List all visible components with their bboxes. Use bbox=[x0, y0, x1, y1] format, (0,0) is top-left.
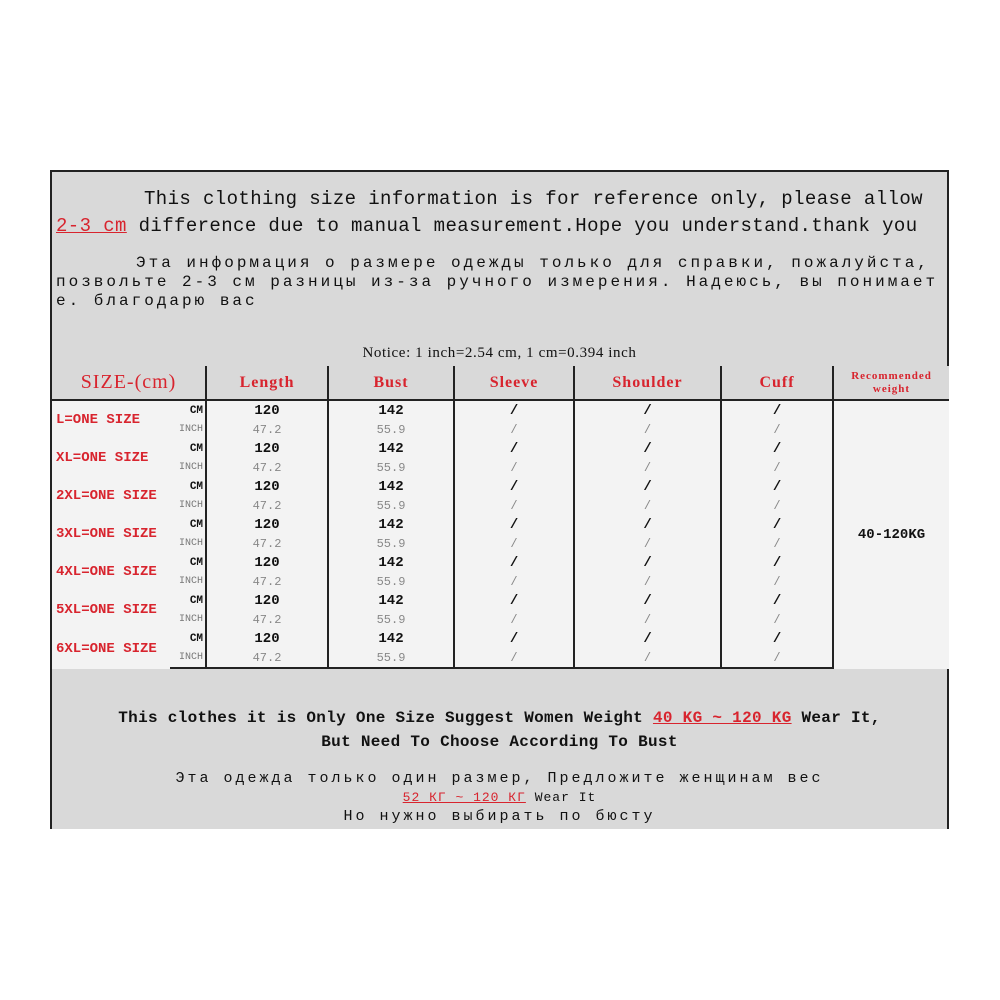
bust-cm-value: 142 bbox=[328, 477, 454, 496]
size-label: 2XL=ONE SIZE bbox=[56, 488, 157, 504]
shoulder-inch-value: / bbox=[574, 648, 721, 668]
table-header-row bbox=[52, 366, 949, 400]
unit-inch: INCH bbox=[179, 462, 204, 473]
table-row bbox=[52, 553, 949, 572]
length-inch-value: 47.2 bbox=[206, 648, 328, 668]
table-row bbox=[52, 629, 949, 648]
length-inch-value: 47.2 bbox=[206, 496, 328, 515]
length-inch-value: 47.2 bbox=[206, 610, 328, 629]
size-label: 3XL=ONE SIZE bbox=[56, 526, 157, 542]
header-sleeve: Sleeve bbox=[454, 366, 574, 400]
unit-cm: CM bbox=[189, 442, 204, 455]
sleeve-cm-value: / bbox=[454, 439, 574, 458]
unit-notice: Notice: 1 inch=2.54 cm, 1 cm=0.394 inch bbox=[362, 345, 637, 361]
unit-inch: INCH bbox=[170, 648, 206, 668]
shoulder-cm-value: / bbox=[574, 515, 721, 534]
header-length: Length bbox=[206, 366, 328, 400]
intro-english-text: This clothing size information is for reference only, please allow bbox=[144, 188, 923, 210]
length-cm-value: 120 bbox=[206, 400, 328, 420]
header-bust: Bust bbox=[328, 366, 454, 400]
bust-cm-value: 142 bbox=[328, 439, 454, 458]
bust-cm-value: 142 bbox=[328, 591, 454, 610]
table-row bbox=[52, 610, 949, 629]
length-inch-value: 47.2 bbox=[206, 458, 328, 477]
length-cm-value: 120 bbox=[206, 629, 328, 648]
length-inch-value: 47.2 bbox=[206, 534, 328, 553]
sleeve-cm-value: / bbox=[454, 515, 574, 534]
footer-section bbox=[52, 694, 947, 829]
cuff-cm-value: / bbox=[721, 439, 833, 458]
shoulder-inch-value: / bbox=[574, 572, 721, 591]
footer-russian-line-1: Эта одежда только один размер, Предложите женщинам вес bbox=[175, 770, 824, 787]
unit-cm: CM bbox=[189, 480, 204, 493]
shoulder-cm-value: / bbox=[574, 477, 721, 496]
footer-russian-line-3: Но нужно выбирать по бюсту bbox=[343, 808, 656, 825]
bust-cm-value: 142 bbox=[328, 400, 454, 420]
recommended-weight-value: 40-120KG bbox=[833, 400, 949, 668]
size-label: 5XL=ONE SIZE bbox=[56, 602, 157, 618]
table-row bbox=[52, 534, 949, 553]
sleeve-cm-value: / bbox=[454, 591, 574, 610]
cuff-inch-value: / bbox=[721, 572, 833, 591]
sleeve-cm-value: / bbox=[454, 400, 574, 420]
bust-inch-value: 55.9 bbox=[328, 496, 454, 515]
bust-inch-value: 55.9 bbox=[328, 420, 454, 439]
sleeve-inch-value: / bbox=[454, 458, 574, 477]
cuff-inch-value: / bbox=[721, 648, 833, 668]
cuff-cm-value: / bbox=[721, 591, 833, 610]
unit-inch: INCH bbox=[179, 424, 204, 435]
unit-cm: CM bbox=[189, 518, 204, 531]
bust-cm-value: 142 bbox=[328, 629, 454, 648]
shoulder-cm-value: / bbox=[574, 439, 721, 458]
length-cm-value: 120 bbox=[206, 591, 328, 610]
unit-inch: INCH bbox=[179, 538, 204, 549]
size-label: 4XL=ONE SIZE bbox=[56, 564, 157, 580]
size-label: XL=ONE SIZE bbox=[56, 450, 149, 466]
table-row bbox=[52, 439, 949, 458]
length-cm-value: 120 bbox=[206, 439, 328, 458]
unit-inch: INCH bbox=[179, 500, 204, 511]
table-row bbox=[52, 496, 949, 515]
sleeve-inch-value: / bbox=[454, 496, 574, 515]
table-row bbox=[52, 477, 949, 496]
length-cm-value: 120 bbox=[206, 515, 328, 534]
cuff-cm-value: / bbox=[721, 553, 833, 572]
table-row bbox=[52, 572, 949, 591]
size-label: 6XL=ONE SIZE bbox=[56, 640, 157, 657]
header-size: SIZE-(cm) bbox=[52, 366, 206, 400]
footer-english-line-2: But Need To Choose According To Bust bbox=[321, 733, 678, 751]
shoulder-cm-value: / bbox=[574, 591, 721, 610]
sleeve-inch-value: / bbox=[454, 648, 574, 668]
shoulder-inch-value: / bbox=[574, 610, 721, 629]
unit-cm: CM bbox=[189, 556, 204, 569]
size-chart bbox=[50, 170, 949, 829]
cuff-inch-value: / bbox=[721, 534, 833, 553]
unit-cm: CM bbox=[189, 404, 204, 417]
sleeve-inch-value: / bbox=[454, 572, 574, 591]
cuff-cm-value: / bbox=[721, 629, 833, 648]
unit-inch: INCH bbox=[179, 614, 204, 625]
bust-inch-value: 55.9 bbox=[328, 610, 454, 629]
intro-russian bbox=[56, 254, 946, 311]
shoulder-cm-value: / bbox=[574, 629, 721, 648]
table-row bbox=[52, 458, 949, 477]
shoulder-cm-value: / bbox=[574, 400, 721, 420]
intro-english bbox=[56, 186, 942, 240]
intro-section bbox=[52, 172, 947, 366]
unit-cm: CM bbox=[189, 632, 204, 645]
sleeve-inch-value: / bbox=[454, 534, 574, 553]
cuff-inch-value: / bbox=[721, 420, 833, 439]
size-label: L=ONE SIZE bbox=[56, 412, 141, 428]
bust-inch-value: 55.9 bbox=[328, 648, 454, 668]
length-cm-value: 120 bbox=[206, 553, 328, 572]
shoulder-inch-value: / bbox=[574, 458, 721, 477]
bust-inch-value: 55.9 bbox=[328, 458, 454, 477]
bust-cm-value: 142 bbox=[328, 553, 454, 572]
shoulder-inch-value: / bbox=[574, 534, 721, 553]
cuff-cm-value: / bbox=[721, 477, 833, 496]
footer-english-text-2: Wear It, bbox=[791, 709, 881, 727]
unit-inch: INCH bbox=[179, 576, 204, 587]
footer-english bbox=[52, 706, 947, 754]
intro-english-text-2: difference due to manual measurement.Hope you understand.thank you bbox=[126, 215, 918, 237]
cuff-cm-value: / bbox=[721, 515, 833, 534]
footer-russian bbox=[52, 769, 947, 826]
length-inch-value: 47.2 bbox=[206, 420, 328, 439]
sleeve-inch-value: / bbox=[454, 610, 574, 629]
sleeve-cm-value: / bbox=[454, 629, 574, 648]
sleeve-cm-value: / bbox=[454, 553, 574, 572]
footer-weight-range: 40 KG ~ 120 KG bbox=[652, 709, 792, 727]
length-cm-value: 120 bbox=[206, 477, 328, 496]
footer-english-text: This clothes it is Only One Size Suggest Women Weight bbox=[118, 709, 653, 727]
unit-cm: CM bbox=[189, 594, 204, 607]
footer-russian-wear: Wear It bbox=[525, 790, 597, 805]
header-recommended-weight: Recommended weight bbox=[833, 366, 949, 400]
shoulder-cm-value: / bbox=[574, 553, 721, 572]
footer-russian-weight-range: 52 КГ ~ 120 КГ bbox=[402, 790, 526, 805]
table-row bbox=[52, 420, 949, 439]
size-table bbox=[52, 366, 949, 669]
bust-cm-value: 142 bbox=[328, 515, 454, 534]
cuff-cm-value: / bbox=[721, 400, 833, 420]
header-cuff: Cuff bbox=[721, 366, 833, 400]
sleeve-inch-value: / bbox=[454, 420, 574, 439]
table-row bbox=[52, 648, 949, 668]
header-shoulder: Shoulder bbox=[574, 366, 721, 400]
table-row bbox=[52, 591, 949, 610]
table-row bbox=[52, 515, 949, 534]
intro-russian-text: Эта информация о размере одежды только для справки, пожалуйста, позвольте 2-3 см разницы из-за ручного измерения. Надеюсь, вы понимаете. благодарю вас bbox=[56, 254, 939, 310]
sleeve-cm-value: / bbox=[454, 477, 574, 496]
table-row bbox=[52, 400, 949, 420]
bust-inch-value: 55.9 bbox=[328, 572, 454, 591]
cuff-inch-value: / bbox=[721, 610, 833, 629]
shoulder-inch-value: / bbox=[574, 496, 721, 515]
cuff-inch-value: / bbox=[721, 458, 833, 477]
cuff-inch-value: / bbox=[721, 496, 833, 515]
length-inch-value: 47.2 bbox=[206, 572, 328, 591]
intro-tolerance: 2-3 cm bbox=[56, 215, 127, 237]
shoulder-inch-value: / bbox=[574, 420, 721, 439]
bust-inch-value: 55.9 bbox=[328, 534, 454, 553]
table-body bbox=[52, 400, 949, 668]
